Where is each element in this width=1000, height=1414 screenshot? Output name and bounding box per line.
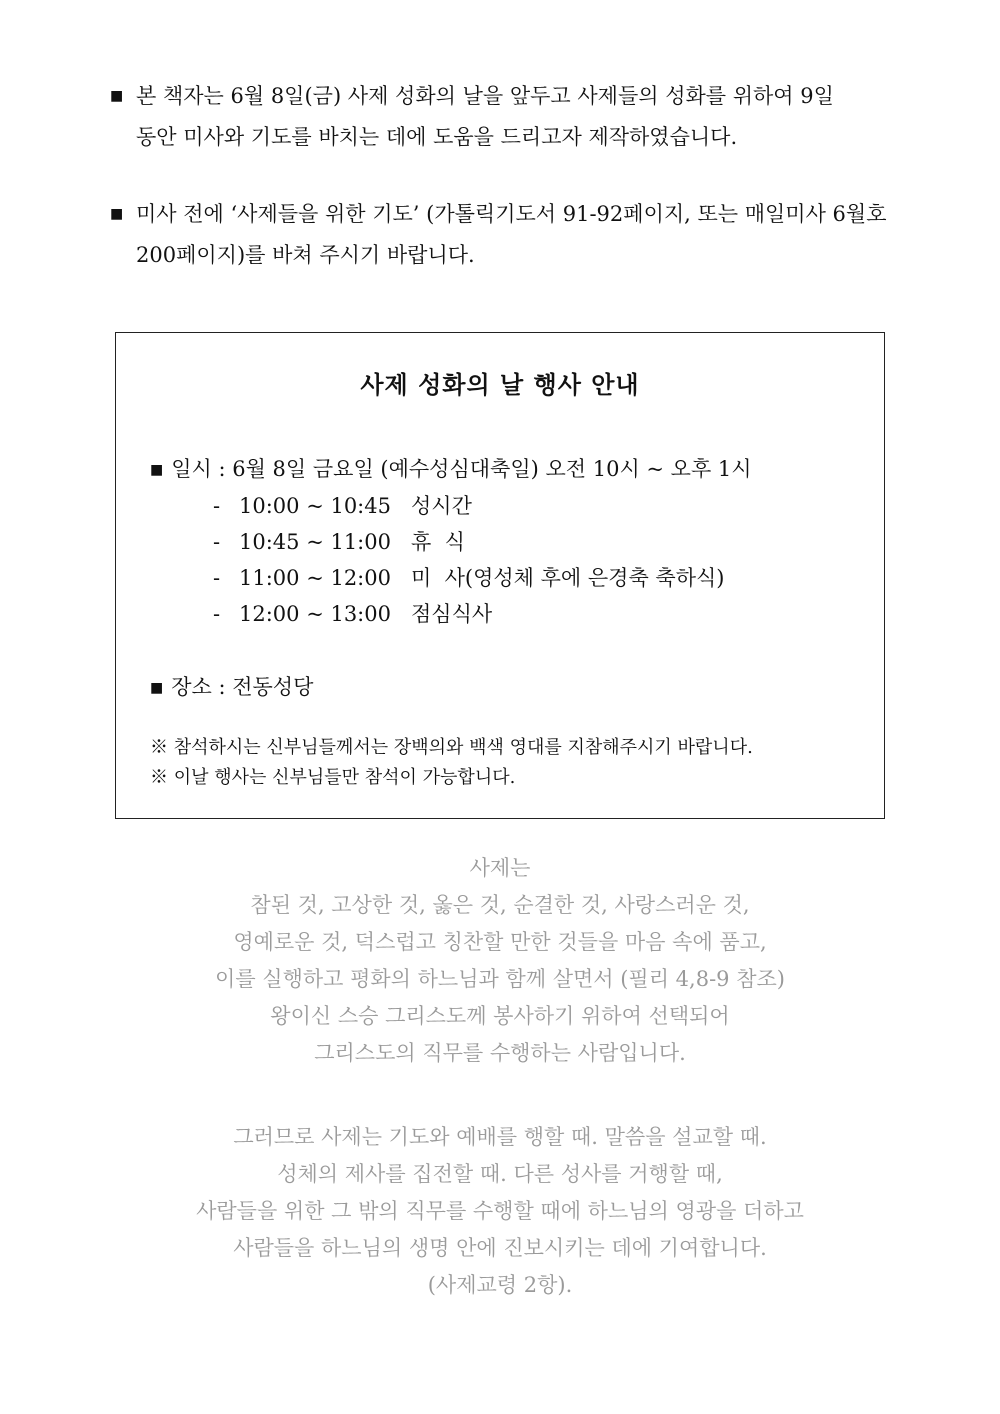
event-date-text: 일시 : 6월 8일 금요일 (예수성심대축일) 오전 10시 ~ 오후 1시 xyxy=(171,457,752,481)
schedule-label: 점심식사 xyxy=(411,602,493,626)
verse-line: 그러므로 사제는 기도와 예배를 행할 때. 말씀을 설교할 때. xyxy=(233,1125,767,1149)
verse-line: 참된 것, 고상한 것, 옳은 것, 순결한 것, 사랑스러운 것, xyxy=(250,893,750,917)
event-place-line xyxy=(150,671,313,701)
schedule-label: 휴 식 xyxy=(411,530,465,554)
verse-line: (사제교령 2항). xyxy=(427,1273,573,1297)
schedule-dash: - xyxy=(213,602,221,626)
verse-line: 영예로운 것, 덕스럽고 칭찬할 만한 것들을 마음 속에 품고, xyxy=(233,930,767,954)
verse-line: 왕이신 스승 그리스도께 봉사하기 위하여 선택되어 xyxy=(270,1004,730,1028)
verse-line: 사제는 xyxy=(469,856,531,880)
event-note: ※ 이날 행사는 신부님들만 참석이 가능합니다. xyxy=(150,767,516,788)
event-date-line xyxy=(150,453,752,483)
verse-paragraph xyxy=(0,850,1000,1072)
notice-item-prayer xyxy=(110,194,895,276)
square-bullet-icon: ■ xyxy=(150,462,164,478)
verse-line: 사람들을 하느님의 생명 안에 진보시키는 데에 기여합니다. xyxy=(233,1236,767,1260)
schedule-dash: - xyxy=(213,566,221,590)
verse-paragraph xyxy=(0,1119,1000,1304)
notice-line: 200페이지)를 바쳐 주시기 바랍니다. xyxy=(136,243,475,267)
schedule-row xyxy=(213,526,465,556)
schedule-label: 미 사(영성체 후에 은경축 축하식) xyxy=(411,566,725,590)
square-bullet-icon: ■ xyxy=(150,680,164,696)
notice-line: 미사 전에 ‘사제들을 위한 기도’ (가톨릭기도서 91-92페이지, 또는 매일미사 6월호 xyxy=(136,202,887,226)
schedule-row xyxy=(213,598,492,628)
schedule-label: 성시간 xyxy=(411,494,472,518)
notice-item-booklet xyxy=(110,76,895,158)
verse-line: 이를 실행하고 평화의 하느님과 함께 살면서 (필리 4,8-9 참조) xyxy=(215,967,785,991)
schedule-row xyxy=(213,562,724,592)
verse-line: 그리스도의 직무를 수행하는 사람입니다. xyxy=(314,1041,686,1065)
event-note: ※ 참석하시는 신부님들께서는 장백의와 백색 영대를 지참해주시기 바랍니다. xyxy=(150,737,753,758)
schedule-time: 11:00 ~ 12:00 xyxy=(239,566,391,590)
verse-line: 사람들을 위한 그 밖의 직무를 수행할 때에 하느님의 영광을 더하고 xyxy=(196,1199,804,1223)
schedule-time: 12:00 ~ 13:00 xyxy=(239,602,391,626)
event-place-text: 장소 : 전동성당 xyxy=(171,675,314,699)
schedule-dash: - xyxy=(213,530,221,554)
event-info-box xyxy=(115,332,885,819)
schedule-dash: - xyxy=(213,494,221,518)
schedule-time: 10:45 ~ 11:00 xyxy=(239,530,391,554)
notice-line: 동안 미사와 기도를 바치는 데에 도움을 드리고자 제작하였습니다. xyxy=(136,125,738,149)
verse-line: 성체의 제사를 집전할 때. 다른 성사를 거행할 때, xyxy=(277,1162,723,1186)
event-box-title: 사제 성화의 날 행사 안내 xyxy=(360,371,640,399)
schedule-row xyxy=(213,490,472,520)
schedule-time: 10:00 ~ 10:45 xyxy=(239,494,391,518)
notice-line: 본 책자는 6월 8일(금) 사제 성화의 날을 앞두고 사제들의 성화를 위하여 9일 xyxy=(136,84,834,108)
square-bullet-icon: ■ xyxy=(110,206,124,222)
square-bullet-icon: ■ xyxy=(110,88,124,104)
